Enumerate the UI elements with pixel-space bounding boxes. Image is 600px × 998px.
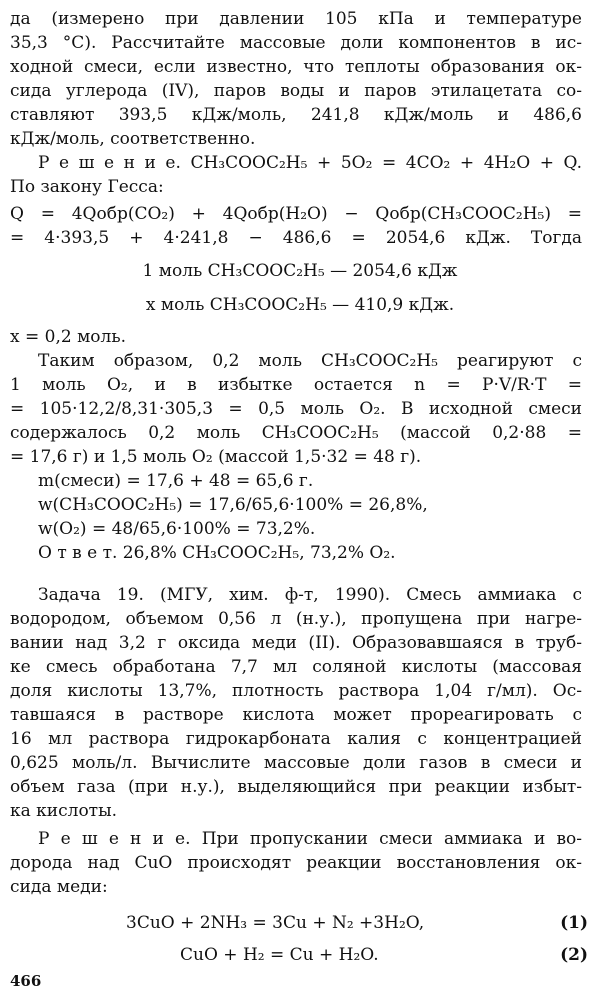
text-line: = 105·12,2/8,31·305,3 = 0,5 моль O₂. В исходной смеси bbox=[10, 399, 582, 419]
text-line: w(O₂) = 48/65,6·100% = 73,2%. bbox=[38, 519, 316, 539]
text-line: сида меди: bbox=[10, 877, 108, 897]
hess-equation: Q = 4Qобр(CO₂) + 4Qобр(H₂O) − Qобр(CH₃COOC₂H₅) = bbox=[10, 204, 582, 224]
text-line: Таким образом, 0,2 моль CH₃COOC₂H₅ реагируют с bbox=[38, 351, 582, 371]
text-line: По закону Гесса: bbox=[10, 177, 164, 197]
problem-heading: Задача 19. (МГУ, хим. ф-т, 1990). Смесь аммиака с bbox=[38, 585, 582, 605]
reaction-equation: 3CuO + 2NH₃ = 3Cu + N₂ +3H₂O, bbox=[126, 913, 425, 933]
text-line: ка кислоты. bbox=[10, 801, 118, 821]
solution-line: Р е ш е н и е. CH₃COOC₂H₅ + 5O₂ = 4CO₂ + 4H₂O + Q. bbox=[38, 153, 582, 173]
text-line: объем газа (при н.у.), выделяющийся при реакции избыт- bbox=[10, 777, 582, 797]
text-line: тавшаяся в растворе кислота может прореагировать с bbox=[10, 705, 582, 725]
text-line: сида углерода (IV), паров воды и паров этилацетата со- bbox=[10, 81, 582, 101]
page-number: 466 bbox=[10, 972, 42, 990]
text-line: ке смесь обработана 7,7 мл соляной кислоты (массовая bbox=[10, 657, 582, 677]
text-line: 0,625 моль/л. Вычислите массовые доли газов в смеси и bbox=[10, 753, 582, 773]
text-line: ходной смеси, если известно, что теплоты образования ок- bbox=[10, 57, 582, 77]
answer-line: О т в е т. 26,8% CH₃COOC₂H₅, 73,2% O₂. bbox=[38, 543, 396, 563]
proportion-line: 1 моль CH₃COOC₂H₅ — 2054,6 кДж bbox=[142, 261, 458, 281]
text-line: да (измерено при давлении 105 кПа и температуре bbox=[10, 9, 582, 29]
text-line: дорода над CuO происходят реакции восстановления ок- bbox=[10, 853, 582, 873]
equation-number: (2) bbox=[560, 945, 588, 965]
text-line: вании над 3,2 г оксида меди (II). Образовавшаяся в труб- bbox=[10, 633, 582, 653]
text-line: содержалось 0,2 моль CH₃COOC₂H₅ (массой 0,2·88 = bbox=[10, 423, 582, 443]
solution-line: Р е ш е н и е. При пропускании смеси аммиака и во- bbox=[38, 829, 582, 849]
text-line: кДж/моль, соответственно. bbox=[10, 129, 256, 149]
text-line: ставляют 393,5 кДж/моль, 241,8 кДж/моль и 486,6 bbox=[10, 105, 582, 125]
reaction-equation: CuO + H₂ = Cu + H₂O. bbox=[180, 945, 379, 965]
hess-equation: = 4·393,5 + 4·241,8 − 486,6 = 2054,6 кДж. Тогда bbox=[10, 228, 582, 248]
text-line: 35,3 °С). Рассчитайте массовые доли компонентов в ис- bbox=[10, 33, 582, 53]
text-line: доля кислоты 13,7%, плотность раствора 1,04 г/мл). Ос- bbox=[10, 681, 582, 701]
text-line: w(CH₃COOC₂H₅) = 17,6/65,6·100% = 26,8%, bbox=[38, 495, 428, 515]
text-line: 1 моль O₂, и в избытке остается n = P·V/R·T = bbox=[10, 375, 582, 395]
equation-number: (1) bbox=[560, 913, 588, 933]
text-line: водородом, объемом 0,56 л (н.у.), пропущена при нагре- bbox=[10, 609, 582, 629]
text-line: x = 0,2 моль. bbox=[10, 327, 126, 347]
text-line: m(смеси) = 17,6 + 48 = 65,6 г. bbox=[38, 471, 314, 491]
text-line: = 17,6 г) и 1,5 моль O₂ (массой 1,5·32 = 48 г). bbox=[10, 447, 422, 467]
text-line: 16 мл раствора гидрокарбоната калия с концентрацией bbox=[10, 729, 582, 749]
proportion-line: x моль CH₃COOC₂H₅ — 410,9 кДж. bbox=[145, 295, 455, 315]
